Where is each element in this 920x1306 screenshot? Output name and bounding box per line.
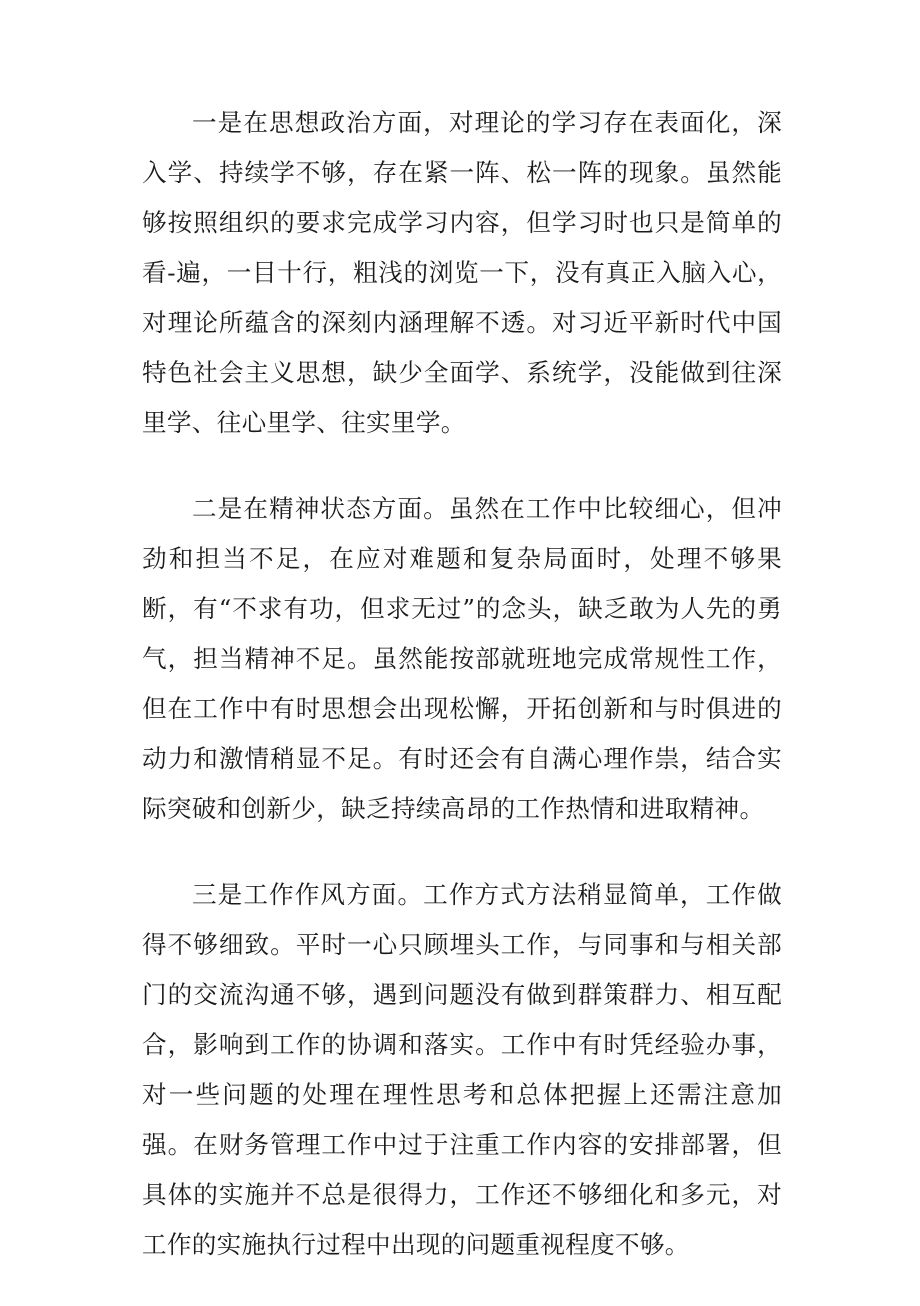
paragraph-ideology: 一是在思想政治方面，对理论的学习存在表面化，深入学、持续学不够，存在紧一阵、松一阵的现象。虽然能够按照组织的要求完成学习内容，但学习时也只是简单的看-遍，一目十行，粗浅的浏览一下，没有真正入脑入心，对理论所蕴含的深刻内涵理解不透。对习近平新时代中国特色社会主义思想，缺少全面学、系统学，没能做到往深里学、往心里学、往实里学。 (142, 108, 782, 437)
paragraph-work-style: 三是工作作风方面。工作方式方法稍显简单，工作做得不够细致。平时一心只顾埋头工作，与同事和与相关部门的交流沟通不够，遇到问题没有做到群策群力、相互配合，影响到工作的协调和落实。工作中有时凭经验办事，对一些问题的处理在理性思考和总体把握上还需注意加强。在财务管理工作中过于注重工作内容的安排部署，但具体的实施并不总是很得力，工作还不够细化和多元，对工作的实施执行过程中出现的问题重视程度不够。 (142, 880, 782, 1259)
document-body (142, 98, 782, 1306)
paragraph-spirit: 二是在精神状态方面。虽然在工作中比较细心，但冲劲和担当不足，在应对难题和复杂局面时，处理不够果断，有“不求有功，但求无过”的念头，缺乏敢为人先的勇气，担当精神不足。虽然能按部就班地完成常规性工作，但在工作中有时思想会出现松懈，开拓创新和与时俱进的动力和激情稍显不足。有时还会有自满心理作祟，结合实际突破和创新少，缺乏持续高昂的工作热情和进取精神。 (142, 494, 782, 823)
